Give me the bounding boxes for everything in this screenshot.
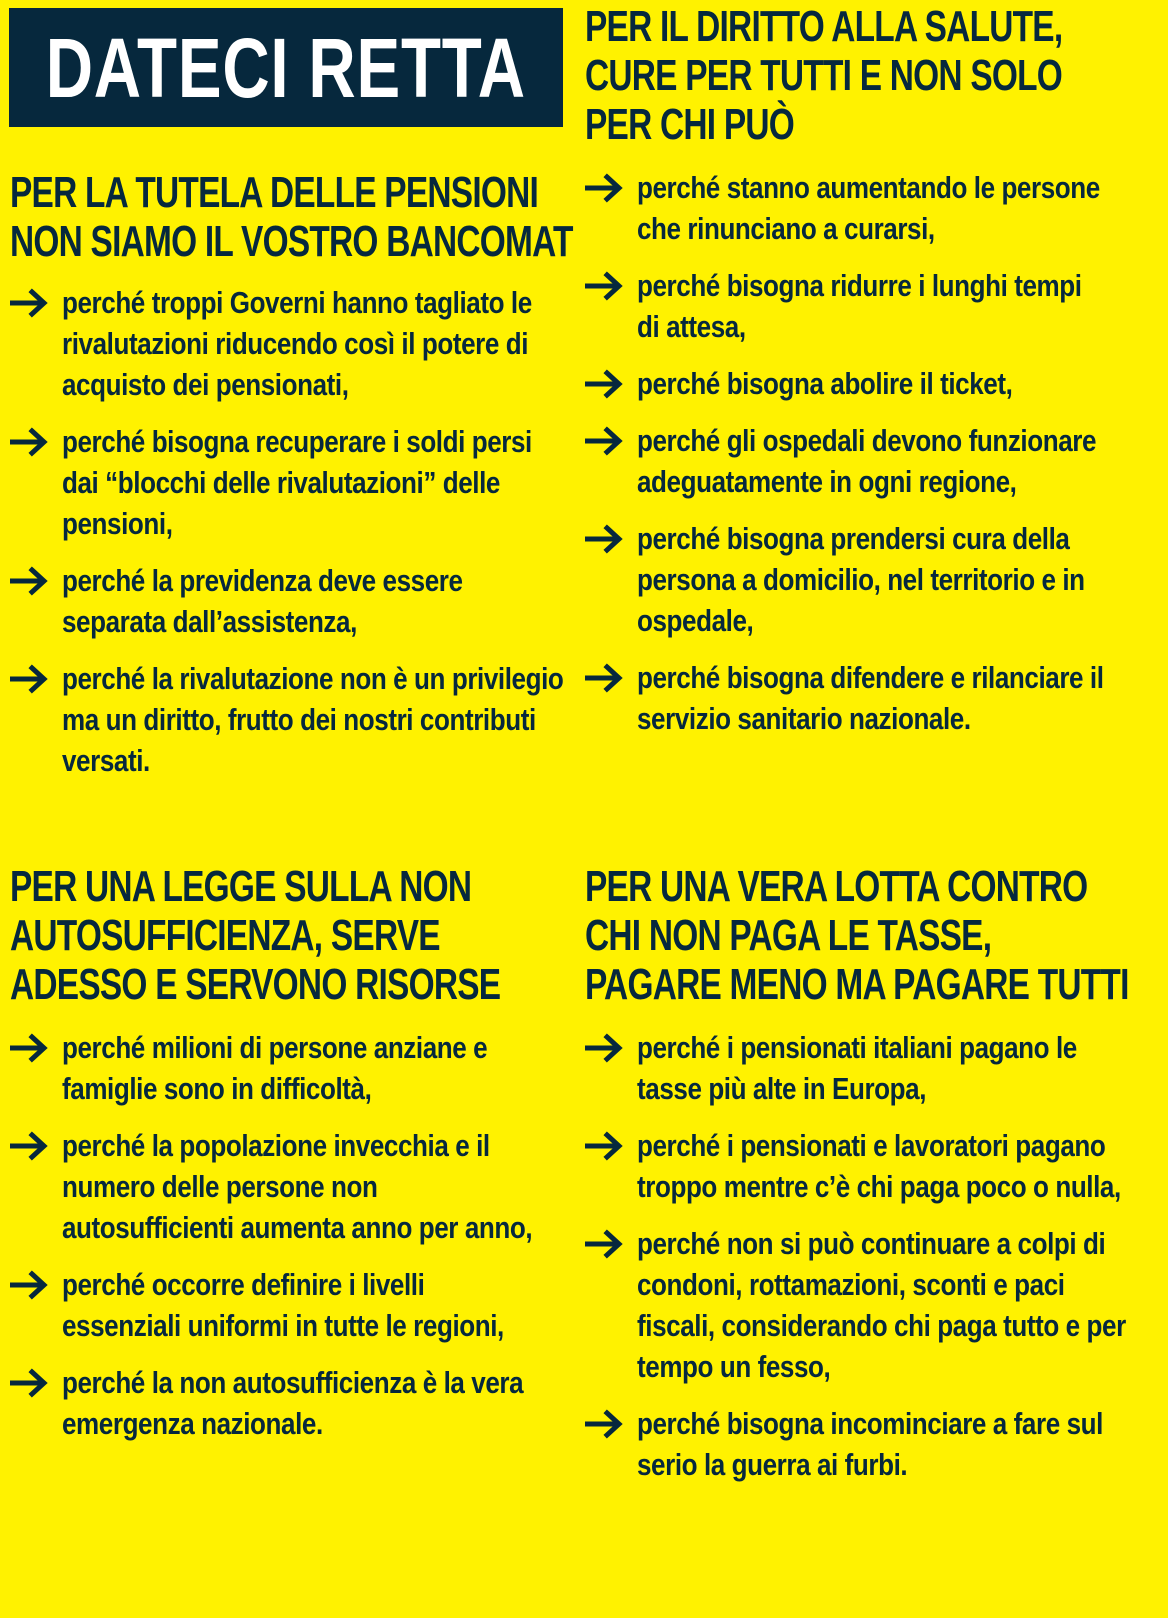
right-arrow-icon <box>585 663 625 693</box>
right-arrow-icon <box>585 426 625 456</box>
list-item <box>585 1027 1145 1109</box>
heading-line: PER IL DIRITTO ALLA SALUTE, <box>585 2 1063 51</box>
right-arrow-icon <box>10 288 50 318</box>
right-arrow-icon <box>585 1229 625 1259</box>
bullet-text: perché i pensionati e lavoratori pagano troppo mentre c’è chi paga poco o nulla, <box>637 1128 1121 1204</box>
bullet-text: perché la non autosufficienza è la vera emergenza nazionale. <box>62 1365 524 1441</box>
heading-line: PER UNA LEGGE SULLA NON <box>10 862 472 911</box>
title-banner <box>9 8 563 127</box>
heading-line: CURE PER TUTTI E NON SOLO <box>585 51 1063 100</box>
bullet-text: perché la rivalutazione non è un privilegio ma un diritto, frutto dei nostri contributi versati. <box>62 661 564 778</box>
section-heading <box>585 862 1129 1009</box>
list-item <box>10 658 570 781</box>
bullet-text: perché bisogna incominciare a fare sul serio la guerra ai furbi. <box>637 1406 1103 1482</box>
list-item <box>585 657 1145 739</box>
heading-line: PER UNA VERA LOTTA CONTRO <box>585 862 1088 911</box>
bullet-text: perché la previdenza deve essere separata dall’assistenza, <box>62 563 463 639</box>
heading-line: PAGARE MENO MA PAGARE TUTTI <box>585 960 1129 1009</box>
list-item <box>10 421 570 544</box>
heading-line: PER CHI PUÒ <box>585 100 795 149</box>
list-item <box>10 1027 570 1109</box>
list-item <box>585 518 1145 641</box>
bullet-text: perché occorre definire i livelli essenziali uniformi in tutte le regioni, <box>62 1267 504 1343</box>
bullet-text: perché la popolazione invecchia e il numero delle persone non autosufficienti aumenta anno per anno, <box>62 1128 533 1245</box>
heading-line: CHI NON PAGA LE TASSE, <box>585 911 992 960</box>
list-item <box>585 1403 1145 1485</box>
bullet-text: perché bisogna difendere e rilanciare il servizio sanitario nazionale. <box>637 660 1104 736</box>
list-item <box>585 1125 1145 1207</box>
page-title: DATECI RETTA <box>45 20 527 115</box>
section-heading <box>585 2 1062 149</box>
bullet-text: perché bisogna ridurre i lunghi tempi di attesa, <box>637 268 1082 344</box>
bullet-text: perché milioni di persone anziane e famiglie sono in difficoltà, <box>62 1030 488 1106</box>
heading-line: PER LA TUTELA DELLE PENSIONI <box>10 168 539 217</box>
heading-line: NON SIAMO IL VOSTRO BANCOMAT <box>10 217 573 266</box>
bullet-text: perché gli ospedali devono funzionare adeguatamente in ogni regione, <box>637 423 1097 499</box>
list-item <box>10 1125 570 1248</box>
right-arrow-icon <box>585 1131 625 1161</box>
bullet-list <box>585 1027 1145 1501</box>
right-arrow-icon <box>10 664 50 694</box>
right-arrow-icon <box>10 1033 50 1063</box>
bullet-text: perché troppi Governi hanno tagliato le rivalutazioni riducendo così il potere di acquisto dei pensionati, <box>62 285 532 402</box>
bullet-text: perché bisogna prendersi cura della persona a domicilio, nel territorio e in ospedale, <box>637 521 1085 638</box>
bullet-text: perché bisogna recuperare i soldi persi dai “blocchi delle rivalutazioni” delle pensioni, <box>62 424 532 541</box>
list-item <box>585 265 1145 347</box>
list-item <box>10 1362 570 1444</box>
right-arrow-icon <box>585 1033 625 1063</box>
list-item <box>10 560 570 642</box>
right-arrow-icon <box>10 1131 50 1161</box>
heading-line: AUTOSUFFICIENZA, SERVE <box>10 911 440 960</box>
list-item <box>10 282 570 405</box>
right-arrow-icon <box>10 566 50 596</box>
right-arrow-icon <box>585 173 625 203</box>
list-item <box>585 167 1145 249</box>
bullet-list <box>585 167 1145 755</box>
list-item <box>585 1223 1145 1387</box>
right-arrow-icon <box>585 271 625 301</box>
bullet-text: perché bisogna abolire il ticket, <box>637 366 1013 401</box>
section-heading <box>10 168 573 266</box>
list-item <box>10 1264 570 1346</box>
bullet-text: perché i pensionati italiani pagano le tasse più alte in Europa, <box>637 1030 1077 1106</box>
heading-line: ADESSO E SERVONO RISORSE <box>10 960 501 1009</box>
bullet-list <box>10 282 570 797</box>
right-arrow-icon <box>10 1368 50 1398</box>
bullet-text: perché stanno aumentando le persone che rinunciano a curarsi, <box>637 170 1100 246</box>
section-heading <box>10 862 500 1009</box>
list-item <box>585 363 1145 404</box>
bullet-text: perché non si può continuare a colpi di condoni, rottamazioni, sconti e paci fiscali, considerando chi paga tutto e per tempo un fesso, <box>637 1226 1126 1384</box>
bullet-list <box>10 1027 570 1460</box>
right-arrow-icon <box>10 1270 50 1300</box>
right-arrow-icon <box>585 369 625 399</box>
right-arrow-icon <box>10 427 50 457</box>
list-item <box>585 420 1145 502</box>
right-arrow-icon <box>585 1409 625 1439</box>
right-arrow-icon <box>585 524 625 554</box>
